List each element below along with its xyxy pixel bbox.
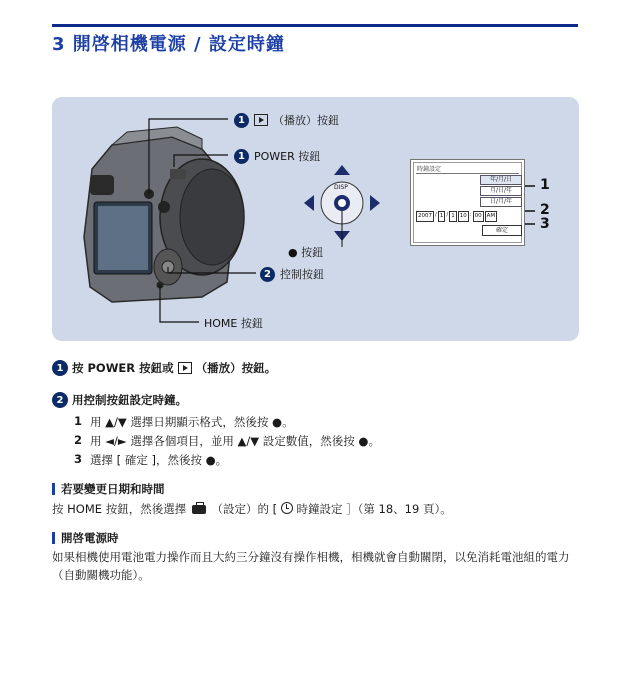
year-field[interactable]: 2007 bbox=[416, 211, 434, 222]
callout-center-button bbox=[288, 244, 323, 260]
step-2 bbox=[52, 392, 187, 408]
date-separator: / bbox=[446, 212, 449, 218]
hour-field[interactable]: 10 bbox=[458, 211, 469, 222]
section-heading-change-datetime: 若要變更日期和時間 bbox=[52, 483, 165, 495]
top-rule bbox=[52, 24, 578, 27]
substep-number: 2 bbox=[74, 433, 83, 447]
time-separator: : bbox=[469, 212, 472, 218]
callout-label: ● 按鈕 bbox=[288, 246, 324, 259]
page-title: 3 開啓相機電源 / 設定時鐘 bbox=[52, 34, 285, 55]
day-field[interactable]: 1 bbox=[449, 211, 457, 222]
callout-label: POWER 按鈕 bbox=[254, 150, 321, 163]
step-1-text-b: （播放）按鈕。 bbox=[195, 361, 277, 375]
callout-power-button bbox=[234, 148, 320, 164]
change-text-b: （設定）的 [ bbox=[211, 502, 278, 516]
ampm-field[interactable]: AM bbox=[485, 211, 498, 222]
screen-frame bbox=[413, 162, 522, 243]
step-1-text-a: 按 POWER 按鈕或 bbox=[72, 361, 174, 375]
screen-callout-3: 3 bbox=[540, 216, 550, 232]
step-number: 2 bbox=[52, 392, 68, 408]
month-field[interactable]: 1 bbox=[438, 211, 446, 222]
date-time-row bbox=[416, 211, 497, 222]
minute-field[interactable]: 00 bbox=[473, 211, 484, 222]
substep-text: 用 ◄/► 選擇各個項目，並用 ▲/▼ 設定數值，然後按 ●。 bbox=[90, 434, 380, 448]
screen-divider bbox=[416, 173, 519, 174]
callout-home-button bbox=[204, 315, 263, 331]
change-text-a: 按 HOME 按鈕，然後選擇 bbox=[52, 502, 187, 516]
callout-label: （播放）按鈕 bbox=[273, 114, 339, 127]
screen-title: 時鐘設定 bbox=[417, 166, 442, 173]
substep-1 bbox=[74, 414, 294, 430]
format-option-dmy[interactable]: 日/月/年 bbox=[480, 197, 522, 207]
callout-label: 控制按鈕 bbox=[280, 268, 324, 281]
substep-number: 1 bbox=[74, 414, 83, 428]
callout-play-button bbox=[234, 112, 339, 128]
play-icon bbox=[178, 362, 192, 374]
substep-text: 選擇 [ 確定 ]，然後按 ●。 bbox=[90, 453, 228, 467]
screen-callout-1: 1 bbox=[540, 177, 550, 193]
ok-button[interactable]: 確定 bbox=[482, 225, 522, 236]
screen-callout-2: 2 bbox=[540, 202, 550, 218]
callout-number: 1 bbox=[234, 149, 249, 164]
format-option-mdy[interactable]: 月/日/年 bbox=[480, 186, 522, 196]
toolbox-icon bbox=[192, 505, 206, 514]
substep-number: 3 bbox=[74, 452, 83, 466]
date-separator: / bbox=[435, 212, 437, 218]
clock-setting-screen bbox=[410, 159, 525, 246]
callout-control-button bbox=[260, 266, 324, 282]
section-text-power-on: 如果相機使用電池電力操作而且大約三分鐘沒有操作相機，相機就會自動關閉，以免消耗電池組的電力 （自動關機功能）。 bbox=[52, 550, 570, 582]
format-option-ymd[interactable]: 年/月/日 bbox=[480, 175, 522, 185]
callout-number: 1 bbox=[234, 113, 249, 128]
dpad-disp-label: DISP bbox=[334, 184, 348, 191]
substep-3 bbox=[74, 452, 227, 468]
step-2-text: 用控制按鈕設定時鐘。 bbox=[72, 393, 187, 407]
section-text-change-datetime bbox=[52, 500, 582, 518]
step-1 bbox=[52, 360, 276, 376]
clock-icon bbox=[281, 502, 293, 514]
callout-number: 2 bbox=[260, 267, 275, 282]
substep-text: 用 ▲/▼ 選擇日期顯示格式，然後按 ●。 bbox=[90, 415, 294, 429]
change-text-c: 時鐘設定 ］（第 18、19 頁）。 bbox=[296, 502, 452, 516]
section-heading-power-on: 開啓電源時 bbox=[52, 532, 119, 544]
play-icon bbox=[254, 114, 268, 126]
callout-label: HOME 按鈕 bbox=[204, 317, 263, 330]
substep-2 bbox=[74, 433, 380, 449]
step-number: 1 bbox=[52, 360, 68, 376]
